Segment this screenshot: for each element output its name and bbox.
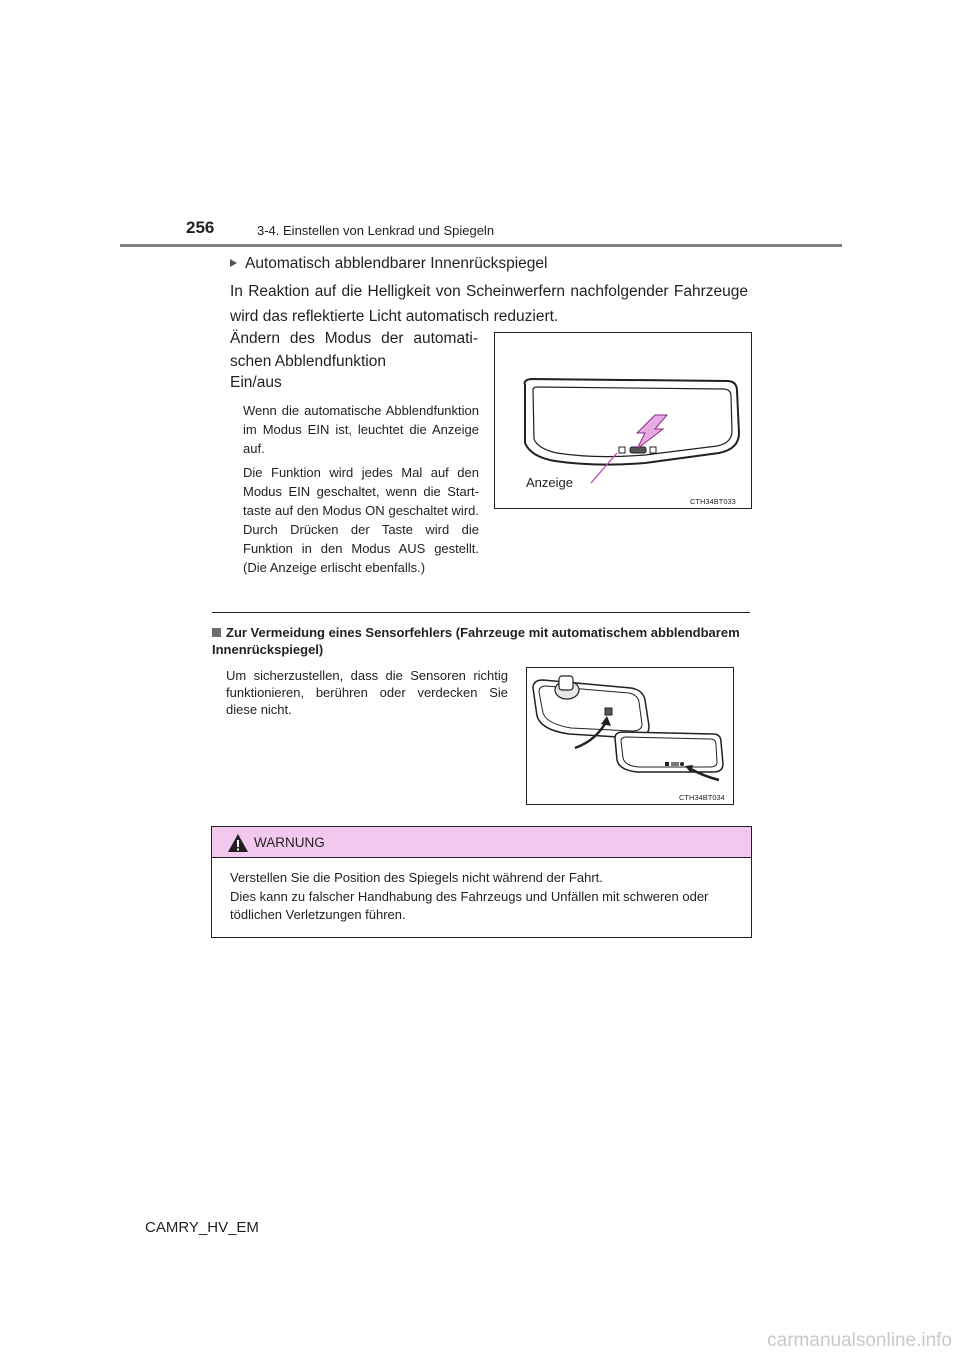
section-title-text: Zur Vermeidung eines Sensorfehlers (Fahrzeuge mit automatischem abblendbarem Innenrückspiegel) <box>212 625 740 657</box>
warning-header <box>212 827 751 858</box>
warning-line-2: Dies kann zu falscher Handhabung des Fahrzeugs und Unfällen mit schweren oder tödlichen Verletzungen führen. <box>230 888 709 922</box>
sensor-mirror-illustration <box>527 668 733 804</box>
indicator-label: Anzeige <box>526 475 573 490</box>
page-number: 256 <box>186 218 215 237</box>
onoff-label: Ein/aus <box>230 374 282 391</box>
detail-mode-switch: Die Funktion wird jedes Mal auf den Modus EIN geschaltet, wenn die Starttaste auf den Modus ON geschaltet wird. Durch Drücken der Taste wird die Funktion in den Modus AUS gestellt. (Die Anzeige erlischt ebenfalls.) <box>243 465 479 575</box>
figure-code-1: CTH34BT033 <box>690 497 736 506</box>
watermark: carmanualsonline.info <box>767 1330 952 1351</box>
header-divider <box>120 244 842 247</box>
feature-heading <box>230 255 547 273</box>
warning-line-1: Verstellen Sie die Position des Spiegels nicht während der Fahrt. <box>230 870 603 885</box>
section-title <box>212 624 752 658</box>
figure-code-2: CTH34BT034 <box>679 793 725 802</box>
mode-heading: Ändern des Modus der automatischen Abblendfunktion <box>230 330 478 370</box>
warning-box <box>211 826 752 938</box>
feature-intro: In Reaktion auf die Helligkeit von Scheinwerfern nachfolgender Fahrzeuge wird das reflektierte Licht automatisch reduziert. <box>230 283 748 325</box>
warning-triangle-icon <box>227 833 249 853</box>
mirror-indicator-figure <box>494 332 752 509</box>
section-divider <box>212 612 750 613</box>
feature-heading-text: Automatisch abblendbarer Innenrückspiegel <box>245 255 548 272</box>
warning-body <box>230 869 742 925</box>
footer-code: CAMRY_HV_EM <box>145 1219 259 1236</box>
square-bullet-icon <box>212 628 221 637</box>
detail-on-indicator: Wenn die automatische Abblendfunktion im Modus EIN ist, leuchtet die Anzeige auf. <box>243 403 479 456</box>
warning-title: WARNUNG <box>254 835 325 850</box>
triangle-bullet-icon <box>230 259 237 267</box>
sensor-location-figure <box>526 667 734 805</box>
section-body: Um sicherzustellen, dass die Sensoren richtig funktionieren, berühren oder verdecken Sie diese nicht. <box>226 668 508 717</box>
breadcrumb: 3-4. Einstellen von Lenkrad und Spiegeln <box>257 223 495 238</box>
